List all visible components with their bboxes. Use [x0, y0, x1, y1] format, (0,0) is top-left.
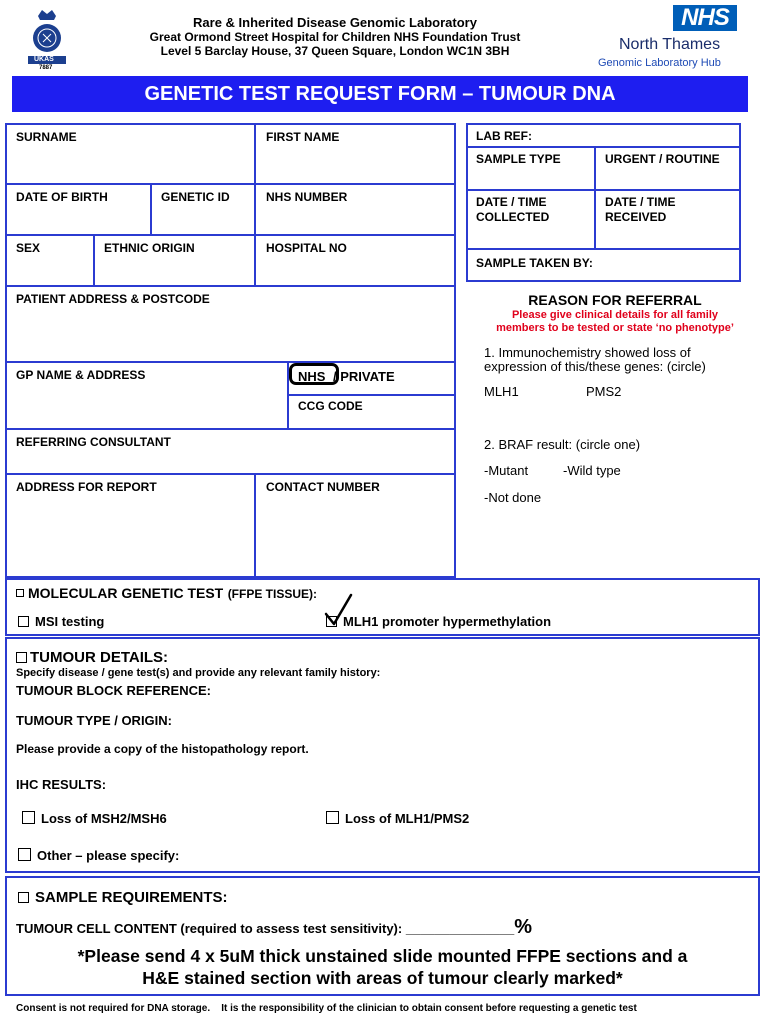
checkmark-icon — [323, 592, 353, 628]
sample-instruction-2: H&E stained section with areas of tumour clearly marked* — [142, 968, 623, 988]
collected-label-2[interactable]: COLLECTED — [476, 210, 550, 224]
form-title: GENETIC TEST REQUEST FORM – TUMOUR DNA — [144, 83, 616, 105]
consultant-field[interactable]: REFERRING CONSULTANT — [16, 435, 171, 449]
braf-option-wild[interactable]: -Wild type — [563, 463, 621, 478]
lab-header — [120, 15, 550, 58]
molecular-header — [16, 585, 317, 603]
ukas-number: 7887 — [39, 65, 53, 71]
nhs-option[interactable]: NHS — [298, 369, 326, 384]
molecular-subtitle: (FFPE TISSUE): — [227, 587, 318, 601]
hub-subtitle: Genomic Laboratory Hub — [598, 57, 721, 69]
braf-question: 2. BRAF result: (circle one) — [484, 437, 641, 452]
braf-option-notdone[interactable]: -Not done — [484, 490, 542, 505]
received-label-2[interactable]: RECEIVED — [605, 210, 667, 224]
lab-address: Level 5 Barclay House, 37 Queen Square, London WC1N 3BH — [160, 44, 510, 58]
loss-msh-option[interactable] — [22, 810, 167, 828]
mlh1-label: MLH1 promoter hypermethylation — [343, 614, 552, 629]
hospital-name: Great Ormond Street Hospital for Children NHS Foundation Trust — [149, 30, 521, 44]
msi-label: MSI testing — [35, 614, 105, 629]
tumour-cell-content-label: TUMOUR CELL CONTENT (required to assess test sensitivity): _______________ — [16, 921, 515, 936]
tumour-type-field[interactable]: TUMOUR TYPE / ORIGIN: — [16, 713, 172, 728]
dob-field[interactable]: DATE OF BIRTH — [16, 190, 108, 204]
patient-address-field[interactable]: PATIENT ADDRESS & POSTCODE — [16, 292, 210, 306]
hospital-no-field[interactable]: HOSPITAL NO — [266, 241, 347, 255]
consent-footer: Consent is not required for DNA storage. It is the responsibility of the clinician to obtain consent before requesting a genetic test — [16, 1003, 637, 1014]
hub-name: North Thames — [619, 36, 721, 53]
percent-sign: % — [514, 916, 533, 938]
nhs-logo-text: NHS — [681, 4, 729, 31]
sample-req-header — [18, 889, 228, 907]
received-label-1[interactable]: DATE / TIME — [605, 195, 676, 209]
lab-ref-field[interactable]: LAB REF: — [476, 129, 532, 143]
histopathology-note: Please provide a copy of the histopathology report. — [16, 742, 309, 756]
genetic-id-field[interactable]: GENETIC ID — [161, 190, 230, 204]
urgency-field[interactable]: URGENT / ROUTINE — [605, 152, 720, 166]
loss-msh-checkbox[interactable] — [22, 811, 35, 824]
tumour-checkbox[interactable] — [16, 652, 27, 663]
sample-instruction — [10, 945, 755, 989]
sample-instruction-1: *Please send 4 x 5uM thick unstained slide mounted FFPE sections and a — [77, 946, 688, 966]
ccg-code-field[interactable]: CCG CODE — [298, 399, 363, 413]
immuno-question-1: 1. Immunochemistry showed loss of — [484, 345, 691, 360]
tumour-title: TUMOUR DETAILS: — [30, 649, 169, 666]
sample-req-title: SAMPLE REQUIREMENTS: — [35, 889, 228, 906]
form-title-bar — [12, 76, 748, 112]
loss-mlh-option[interactable] — [326, 810, 469, 828]
contact-number-field[interactable]: CONTACT NUMBER — [266, 480, 380, 494]
msi-checkbox[interactable] — [18, 616, 29, 627]
braf-option-mutant[interactable]: -Mutant — [484, 463, 529, 478]
sample-taken-by-field[interactable]: SAMPLE TAKEN BY: — [476, 256, 593, 270]
referral-title: REASON FOR REFERRAL — [528, 292, 702, 308]
other-label: Other – please specify: — [37, 848, 180, 863]
molecular-title: MOLECULAR GENETIC TEST — [28, 585, 224, 601]
referral-section — [470, 292, 760, 335]
report-address-field[interactable]: ADDRESS FOR REPORT — [16, 480, 157, 494]
ukas-label: UKAS — [34, 56, 54, 63]
tumour-header — [16, 649, 168, 667]
sample-type-field[interactable]: SAMPLE TYPE — [476, 152, 561, 166]
private-option[interactable]: / PRIVATE — [333, 369, 395, 384]
referral-note-2: members to be tested or state ‘no phenotype’ — [496, 322, 734, 334]
collected-label-1[interactable]: DATE / TIME — [476, 195, 547, 209]
msi-option[interactable] — [18, 613, 104, 631]
nhs-logo — [673, 5, 737, 31]
mlh1-option[interactable] — [326, 613, 551, 631]
ukas-logo — [24, 6, 70, 70]
gp-field[interactable]: GP NAME & ADDRESS — [16, 368, 146, 382]
sample-req-checkbox[interactable] — [18, 892, 29, 903]
ethnic-origin-field[interactable]: ETHNIC ORIGIN — [104, 241, 195, 255]
tumour-cell-content-field[interactable] — [16, 916, 532, 939]
loss-mlh-label: Loss of MLH1/PMS2 — [345, 811, 470, 826]
other-checkbox[interactable] — [18, 848, 31, 861]
tumour-instruction: Specify disease / gene test(s) and provide any relevant family history: — [16, 667, 381, 679]
surname-field[interactable]: SURNAME — [16, 130, 77, 144]
molecular-checkbox[interactable] — [16, 589, 24, 597]
immuno-question-2: expression of this/these genes: (circle) — [484, 359, 706, 374]
nhs-number-field[interactable]: NHS NUMBER — [266, 190, 348, 204]
tumour-block-ref-field[interactable]: TUMOUR BLOCK REFERENCE: — [16, 683, 211, 698]
gene-option-mlh1[interactable]: MLH1 — [484, 384, 519, 399]
referral-note-1: Please give clinical details for all family — [511, 309, 719, 321]
lab-name: Rare & Inherited Disease Genomic Laboratory — [193, 15, 477, 30]
loss-msh-label: Loss of MSH2/MSH6 — [41, 811, 167, 826]
first-name-field[interactable]: FIRST NAME — [266, 130, 340, 144]
ihc-results-label: IHC RESULTS: — [16, 777, 107, 792]
sex-field[interactable]: SEX — [16, 241, 41, 255]
loss-mlh-checkbox[interactable] — [326, 811, 339, 824]
other-option[interactable] — [18, 847, 179, 865]
gene-option-pms2[interactable]: PMS2 — [586, 384, 622, 399]
